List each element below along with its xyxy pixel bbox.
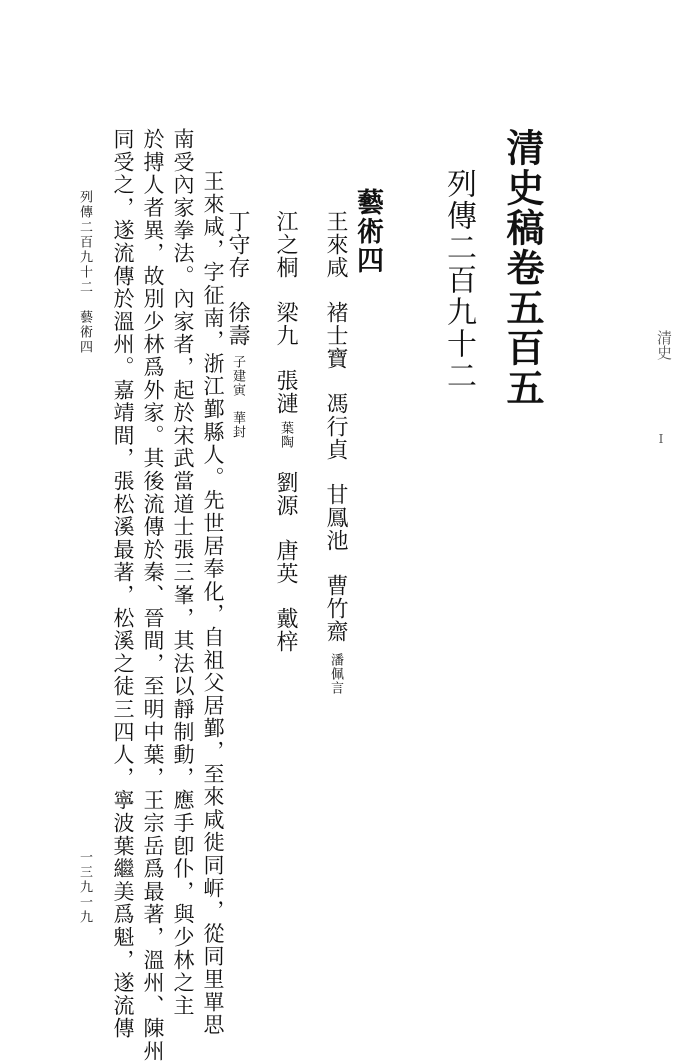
page-number: 一三九一九: [77, 850, 92, 925]
names-column-1: [324, 210, 346, 695]
body-line-2: 南受內家拳法。內家者，起於宋武當道士張三峯，其法以靜制動，應手卽仆，與少林之主: [171, 128, 195, 1018]
names-column-3: [226, 210, 248, 439]
name-note: 華封: [230, 411, 245, 439]
section-title: 藝術四: [352, 188, 383, 275]
name-entry: 曹竹齋: [323, 574, 348, 643]
name-note: 子建寅: [230, 355, 245, 397]
chapter-subtitle: 列傳二百九十二: [441, 168, 476, 392]
name-entry: 張漣: [273, 369, 298, 415]
name-entry: 唐英: [273, 539, 298, 585]
name-entry: 馮行貞: [323, 392, 348, 461]
body-line-4: 同受之，遂流傳於溫州。嘉靖間，張松溪最著，松溪之徒三四人，寧波葉繼美爲魁，遂流傳: [111, 128, 135, 1040]
name-entry: 褚士寶: [323, 301, 348, 370]
names-column-2: [274, 210, 296, 653]
body-line-1: 王來咸，字征南，浙江鄞縣人。先世居奉化，自祖父居鄞，至來咸徙同㟁，從同里單思: [201, 170, 225, 1037]
name-entry: 梁九: [273, 301, 298, 347]
margin-mark: 清史: [655, 330, 673, 360]
name-note: 潘佩言: [328, 653, 343, 695]
name-entry: 江之桐: [273, 210, 298, 279]
name-entry: 戴梓: [273, 607, 298, 653]
name-entry: 丁守存: [225, 210, 250, 279]
name-entry: 王來咸: [323, 210, 348, 279]
running-footer: 列傳二百九十二 藝術四: [77, 190, 92, 355]
margin-tick: I: [654, 432, 668, 446]
name-note: 葉陶: [278, 421, 293, 449]
page-title: 清史稿卷五百五: [500, 128, 545, 408]
name-entry: 徐壽: [225, 301, 250, 347]
body-line-3: 於搏人者異，故別少林爲外家。其後流傳於秦、晉間，至明中葉，王宗岳爲最著，溫州、陳州: [141, 128, 165, 1063]
name-entry: 甘鳳池: [323, 483, 348, 552]
name-entry: 劉源: [273, 471, 298, 517]
